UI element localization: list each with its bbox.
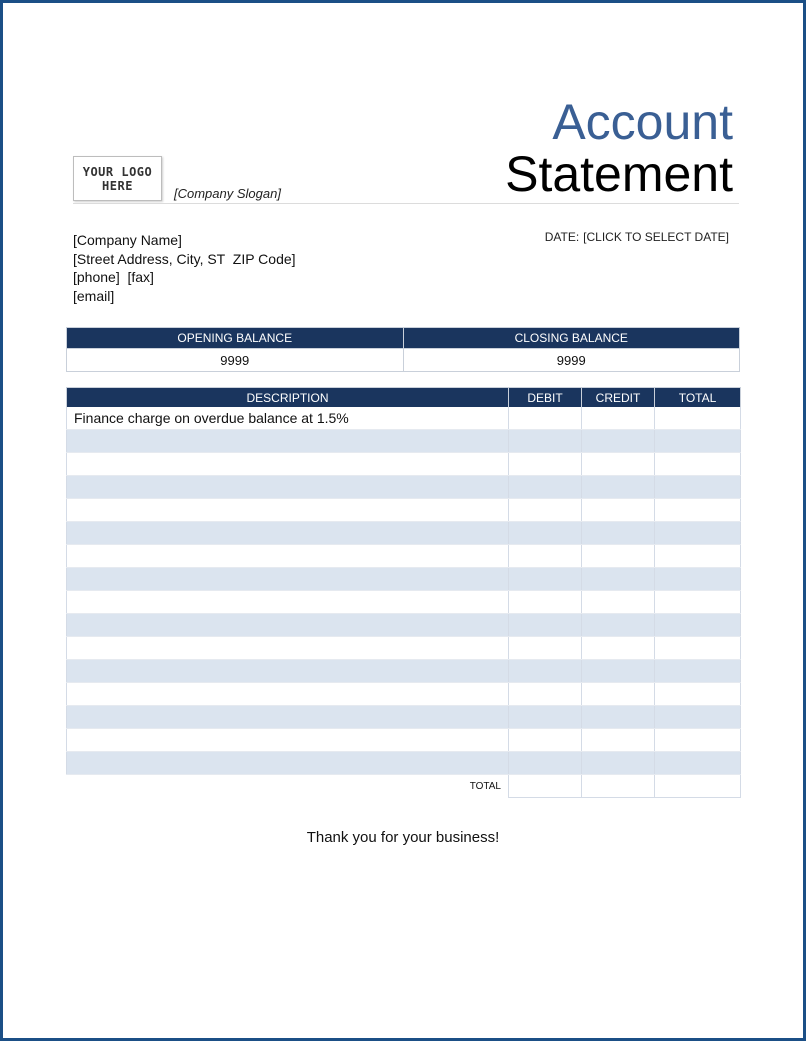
closing-balance-value[interactable]: 9999 — [403, 349, 740, 372]
row-total-cell[interactable] — [655, 545, 741, 568]
table-row — [67, 568, 741, 591]
opening-balance-value[interactable]: 9999 — [67, 349, 404, 372]
company-name[interactable]: [Company Name] — [73, 232, 182, 248]
row-total-cell[interactable] — [655, 407, 741, 430]
row-debit-cell[interactable] — [509, 660, 582, 683]
table-row — [67, 660, 741, 683]
table-row — [67, 591, 741, 614]
total-total[interactable] — [655, 775, 741, 798]
table-row — [67, 407, 741, 430]
row-debit-cell[interactable] — [509, 476, 582, 499]
row-credit-cell[interactable] — [582, 568, 655, 591]
row-credit-cell[interactable] — [582, 752, 655, 775]
row-total-cell[interactable] — [655, 729, 741, 752]
row-description-cell[interactable] — [67, 591, 509, 614]
logo-placeholder[interactable] — [73, 156, 162, 201]
row-description-cell[interactable] — [67, 522, 509, 545]
credit-header: CREDIT — [582, 388, 655, 408]
row-debit-cell[interactable] — [509, 637, 582, 660]
row-debit-cell[interactable] — [509, 499, 582, 522]
row-credit-cell[interactable] — [582, 545, 655, 568]
row-debit-cell[interactable] — [509, 545, 582, 568]
row-total-cell[interactable] — [655, 660, 741, 683]
table-row — [67, 430, 741, 453]
total-credit[interactable] — [582, 775, 655, 798]
row-debit-cell[interactable] — [509, 430, 582, 453]
company-phone-fax[interactable]: [phone] [fax] — [73, 269, 154, 285]
row-total-cell[interactable] — [655, 591, 741, 614]
row-debit-cell[interactable] — [509, 591, 582, 614]
table-row — [67, 637, 741, 660]
company-email[interactable]: [email] — [73, 287, 115, 304]
row-debit-cell[interactable] — [509, 407, 582, 430]
total-header: TOTAL — [655, 388, 741, 408]
opening-balance-header: OPENING BALANCE — [67, 328, 404, 349]
row-credit-cell[interactable] — [582, 591, 655, 614]
row-debit-cell[interactable] — [509, 614, 582, 637]
table-row — [67, 683, 741, 706]
row-description-cell[interactable] — [67, 752, 509, 775]
total-label: TOTAL — [67, 775, 509, 798]
logo-line-2: HERE — [102, 178, 133, 193]
row-description-cell[interactable] — [67, 476, 509, 499]
row-description-cell[interactable] — [67, 614, 509, 637]
row-description-cell[interactable] — [67, 499, 509, 522]
row-total-cell[interactable] — [655, 568, 741, 591]
table-row — [67, 499, 741, 522]
description-header: DESCRIPTION — [67, 388, 509, 408]
table-row — [67, 729, 741, 752]
row-total-cell[interactable] — [655, 476, 741, 499]
table-row — [67, 614, 741, 637]
row-total-cell[interactable] — [655, 683, 741, 706]
date-value[interactable]: [CLICK TO SELECT DATE] — [583, 230, 729, 244]
row-debit-cell[interactable] — [509, 568, 582, 591]
date-label: DATE: — [544, 230, 580, 244]
logo-line-1: YOUR LOGO — [82, 164, 153, 179]
row-credit-cell[interactable] — [582, 522, 655, 545]
row-description-cell[interactable] — [67, 568, 509, 591]
table-row — [67, 706, 741, 729]
title-line-1: Account — [552, 94, 733, 150]
table-row — [67, 752, 741, 775]
row-credit-cell[interactable] — [582, 499, 655, 522]
header-divider — [73, 203, 739, 204]
row-description-cell[interactable] — [67, 545, 509, 568]
row-credit-cell[interactable] — [582, 637, 655, 660]
row-debit-cell[interactable] — [509, 453, 582, 476]
thank-you-message: Thank you for your business! — [306, 829, 500, 846]
company-info — [73, 231, 296, 305]
row-description-cell[interactable] — [67, 706, 509, 729]
table-row — [67, 453, 741, 476]
row-description-cell[interactable] — [67, 637, 509, 660]
row-debit-cell[interactable] — [509, 729, 582, 752]
row-debit-cell[interactable] — [509, 706, 582, 729]
row-credit-cell[interactable] — [582, 706, 655, 729]
row-credit-cell[interactable] — [582, 476, 655, 499]
balance-table — [66, 327, 740, 372]
company-address[interactable]: [Street Address, City, ST ZIP Code] — [73, 250, 296, 267]
row-description-cell[interactable]: Finance charge on overdue balance at 1.5% — [67, 407, 509, 430]
table-row — [67, 545, 741, 568]
items-table — [66, 387, 741, 798]
row-debit-cell[interactable] — [509, 683, 582, 706]
row-total-cell[interactable] — [655, 706, 741, 729]
row-total-cell[interactable] — [655, 499, 741, 522]
row-total-cell[interactable] — [655, 752, 741, 775]
row-credit-cell[interactable] — [582, 614, 655, 637]
row-credit-cell[interactable] — [582, 453, 655, 476]
row-total-cell[interactable] — [655, 430, 741, 453]
row-total-cell[interactable] — [655, 522, 741, 545]
title-line-2: Statement — [505, 146, 733, 202]
row-total-cell[interactable] — [655, 453, 741, 476]
date-field[interactable] — [545, 230, 733, 244]
row-description-cell[interactable] — [67, 729, 509, 752]
total-debit[interactable] — [509, 775, 582, 798]
row-debit-cell[interactable] — [509, 522, 582, 545]
row-debit-cell[interactable] — [509, 752, 582, 775]
row-credit-cell[interactable] — [582, 683, 655, 706]
row-credit-cell[interactable] — [582, 430, 655, 453]
closing-balance-header: CLOSING BALANCE — [403, 328, 740, 349]
row-credit-cell[interactable] — [582, 729, 655, 752]
row-description-cell[interactable] — [67, 660, 509, 683]
company-slogan[interactable]: [Company Slogan] — [174, 186, 281, 201]
row-description-cell[interactable] — [67, 430, 509, 453]
row-description-cell[interactable] — [67, 683, 509, 706]
row-total-cell[interactable] — [655, 637, 741, 660]
row-total-cell[interactable] — [655, 614, 741, 637]
row-description-cell[interactable] — [67, 453, 509, 476]
row-credit-cell[interactable] — [582, 407, 655, 430]
row-credit-cell[interactable] — [582, 660, 655, 683]
debit-header: DEBIT — [509, 388, 582, 408]
table-row — [67, 522, 741, 545]
table-row — [67, 476, 741, 499]
